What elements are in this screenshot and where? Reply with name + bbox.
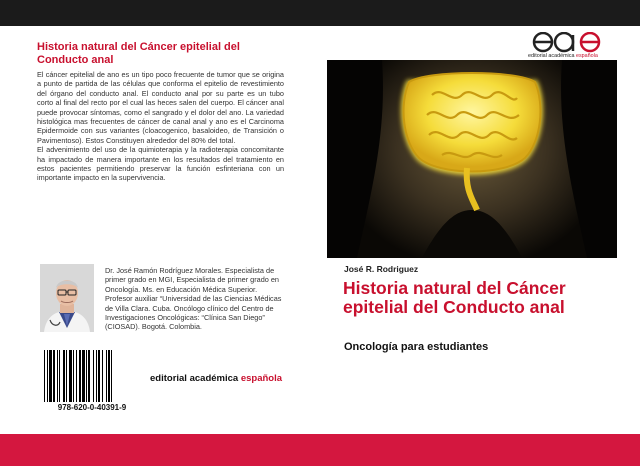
barcode-bar bbox=[111, 350, 112, 402]
barcode-bar bbox=[66, 350, 67, 402]
barcode-bar bbox=[57, 350, 58, 402]
author-bio: Dr. José Ramón Rodríguez Morales. Especialista de primer grado en MGI, Especialista de primer grado en Oncología. Ms. en Educación Médica Superior. Profesor auxiliar “Universidad de las Ciencias Médicas de Villa Clara. Cuba. Oncólogo clínico del Centro de Investigaciones Oncológicas: “Clínica San Diego” (CIOSAD). Bogotá. Colombia. bbox=[105, 266, 282, 332]
barcode-bar bbox=[93, 350, 94, 402]
barcode-bar bbox=[88, 350, 90, 402]
top-band bbox=[0, 0, 640, 26]
barcode-bar bbox=[106, 350, 107, 402]
back-cover-blurb bbox=[37, 70, 284, 183]
barcode-bar bbox=[96, 350, 97, 402]
back-cover-title: Historia natural del Cáncer epitelial del Conducto anal bbox=[37, 41, 240, 66]
isbn-number: 978-620-0-40391-9 bbox=[57, 403, 127, 412]
publisher-name-accent: española bbox=[240, 373, 283, 384]
front-cover-title: Historia natural del Cáncer epitelial del Conducto anal bbox=[343, 278, 566, 317]
barcode-bar bbox=[44, 350, 45, 402]
barcode-bar bbox=[49, 350, 52, 402]
publisher-name-back bbox=[150, 373, 282, 384]
barcode-bar bbox=[82, 350, 85, 402]
logo-caption bbox=[528, 53, 598, 59]
logo-caption-accent: española bbox=[575, 53, 598, 59]
blurb-paragraph: El cáncer epitelial de ano es un tipo poco frecuente de tumor que se origina a punto de partida de las células que conforma el epitelio de revestimiento del órgano del conducto anal. El conducto anal por su parte es un tubo corto al final del recto por el cual las heces salen del cuerpo. El cáncer anal puede provocar síntomas, como el sangrado y el dolor del ano. La variedad histológica mas frecuentes de cáncer de canal anal y ano es el Carcinoma Epidermoide con sus variantes (cloacogenico, basaloideo, de Transición o Pavimentoso). Estos Constituyen alrededor del 80% del total. bbox=[37, 70, 284, 145]
barcode-bar bbox=[98, 350, 100, 402]
barcode-bar bbox=[86, 350, 87, 402]
barcode-bar bbox=[73, 350, 74, 402]
barcode-bar bbox=[53, 350, 55, 402]
barcode-bar bbox=[63, 350, 65, 402]
blurb-paragraph: El advenimiento del uso de la quimioterapia y la radioterapia concomitante ha impactado de manera importante en los resultados del tratamiento en estos pacientes permitiendo preservar la función esfinteriana con un importante impacto en la supervivencia. bbox=[37, 145, 284, 183]
cover-image bbox=[327, 60, 617, 258]
front-cover-author: José R. Rodriguez bbox=[344, 264, 419, 274]
barcode-bar bbox=[108, 350, 110, 402]
barcode-bar bbox=[79, 350, 81, 402]
front-cover-subtitle: Oncología para estudiantes bbox=[344, 341, 489, 353]
barcode-bar bbox=[102, 350, 103, 402]
barcode-bar bbox=[69, 350, 72, 402]
isbn-barcode bbox=[44, 350, 140, 402]
logo-caption-main: editorial académica bbox=[528, 53, 575, 59]
bottom-band bbox=[0, 434, 640, 466]
barcode-bar bbox=[76, 350, 77, 402]
author-photo bbox=[40, 264, 94, 332]
barcode-bar bbox=[47, 350, 48, 402]
barcode-bar bbox=[59, 350, 60, 402]
publisher-name-main: editorial académica bbox=[150, 373, 239, 384]
